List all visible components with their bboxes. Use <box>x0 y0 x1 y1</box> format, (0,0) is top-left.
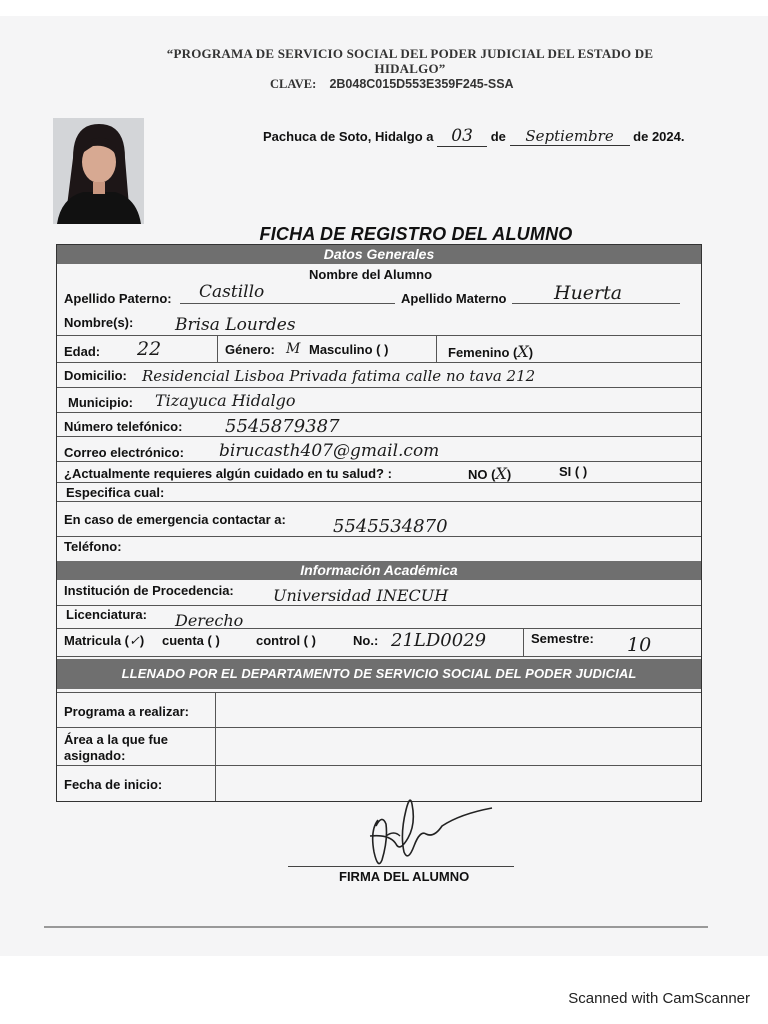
camscanner-watermark: Scanned with CamScanner <box>568 990 750 1007</box>
row-divider <box>57 692 701 693</box>
nombre-alumno-label: Nombre del Alumno <box>309 267 433 282</box>
genero-mark: M <box>286 341 301 357</box>
row-divider <box>57 387 701 388</box>
edad-value: 22 <box>137 338 162 360</box>
signature-label: FIRMA DEL ALUMNO <box>339 869 470 884</box>
matricula-mark: ✓ <box>129 634 140 649</box>
especifica-label: Especifica cual: <box>66 485 165 500</box>
femenino-close: ) <box>528 345 534 360</box>
masculino-label: Masculino ( ) <box>309 342 389 357</box>
genero-label: Género: <box>225 342 275 357</box>
row-divider <box>57 362 701 363</box>
date-year: de 2024. <box>633 129 685 144</box>
correo-value: birucasth407@gmail.com <box>219 441 440 461</box>
institucion-value: Universidad INECUH <box>273 586 449 605</box>
section-departamento: LLENADO POR EL DEPARTAMENTO DE SERVICIO SOCIAL DEL PODER JUDICIAL <box>57 659 701 689</box>
clave-code: 2B048C015D553E359F245-SSA <box>329 77 514 91</box>
clave-label: CLAVE: <box>270 77 317 91</box>
nombres-label: Nombre(s): <box>64 315 134 330</box>
row-divider <box>57 482 701 483</box>
bottom-rule <box>44 926 708 928</box>
section-informacion-academica: Información Académica <box>57 561 701 580</box>
fecha-inicio-label: Fecha de inicio: <box>64 777 163 792</box>
nombres-value: Brisa Lourdes <box>175 315 296 335</box>
femenino-open: Femenino ( <box>448 345 518 360</box>
date-month: Septiembre <box>510 127 630 146</box>
cuidado-label: ¿Actualmente requieres algún cuidado en tu salud? : <box>64 466 392 481</box>
matricula-label <box>64 633 144 649</box>
no-close: ) <box>506 467 512 482</box>
no-open: NO ( <box>468 467 496 482</box>
control-label: control ( ) <box>256 633 316 648</box>
cell-divider <box>523 628 524 656</box>
matricula-close: ) <box>139 633 145 648</box>
row-divider <box>57 536 701 537</box>
cuidado-no <box>468 464 511 483</box>
date-day: 03 <box>437 126 487 147</box>
semestre-value: 10 <box>627 634 652 656</box>
no-mark: X <box>495 464 507 483</box>
institucion-label: Institución de Procedencia: <box>64 583 234 598</box>
clave-line <box>270 77 514 92</box>
apellido-paterno-underline <box>180 303 395 304</box>
licenciatura-value: Derecho <box>175 611 244 630</box>
row-divider <box>57 461 701 462</box>
area-label-line1: Área a la que fue <box>64 732 169 747</box>
telefono-label: Número telefónico: <box>64 419 183 434</box>
apellido-materno-underline <box>512 303 680 304</box>
femenino-label <box>448 342 533 361</box>
row-divider <box>57 436 701 437</box>
matricula-open: Matricula ( <box>64 633 130 648</box>
cell-divider <box>217 335 218 362</box>
cell-divider <box>215 692 216 801</box>
area-label-line2: asignado: <box>64 748 126 763</box>
place-date-line <box>263 126 684 147</box>
row-divider <box>57 335 701 336</box>
municipio-label: Municipio: <box>68 395 133 410</box>
row-divider <box>57 412 701 413</box>
correo-label: Correo electrónico: <box>64 445 184 460</box>
registration-form <box>56 244 702 802</box>
domicilio-label: Domicilio: <box>64 368 127 383</box>
section-datos-generales: Datos Generales <box>57 245 701 264</box>
numero-label: No.: <box>353 633 379 648</box>
domicilio-value: Residencial Lisboa Privada fatima calle no tava 212 <box>142 367 536 385</box>
row-divider <box>57 727 701 728</box>
student-photo <box>53 118 144 224</box>
licenciatura-label: Licenciatura: <box>66 607 147 622</box>
apellido-paterno-value: Castillo <box>199 282 265 302</box>
row-divider <box>57 656 701 657</box>
emergencia-label: En caso de emergencia contactar a: <box>64 512 286 527</box>
form-title: FICHA DE REGISTRO DEL ALUMNO <box>259 224 573 244</box>
telefono-emergencia-label: Teléfono: <box>64 539 122 554</box>
emergencia-value: 5545534870 <box>333 516 448 537</box>
cell-divider <box>436 335 437 362</box>
row-divider <box>57 765 701 766</box>
date-de: de <box>490 129 506 144</box>
telefono-value: 5545879387 <box>225 416 340 437</box>
place-prefix: Pachuca de Soto, Hidalgo a <box>263 129 434 144</box>
row-divider <box>57 501 701 502</box>
femenino-mark: X <box>517 342 529 361</box>
semestre-label: Semestre: <box>531 631 594 646</box>
cuenta-label: cuenta ( ) <box>162 633 220 648</box>
row-divider <box>57 628 701 629</box>
apellido-materno-value: Huerta <box>554 282 623 304</box>
numero-value: 21LD0029 <box>391 630 487 651</box>
apellido-materno-label: Apellido Materno <box>401 291 507 306</box>
apellido-paterno-label: Apellido Paterno: <box>64 291 172 306</box>
municipio-value: Tizayuca Hidalgo <box>155 391 296 410</box>
cuidado-si: SI ( ) <box>559 464 588 479</box>
program-title-line2: HIDALGO” <box>374 61 446 76</box>
programa-label: Programa a realizar: <box>64 704 190 719</box>
edad-label: Edad: <box>64 344 101 359</box>
row-divider <box>57 605 701 606</box>
signature-line <box>288 866 514 867</box>
program-title-line1: “PROGRAMA DE SERVICIO SOCIAL DEL PODER JUDICIAL DEL ESTADO DE <box>166 46 654 61</box>
